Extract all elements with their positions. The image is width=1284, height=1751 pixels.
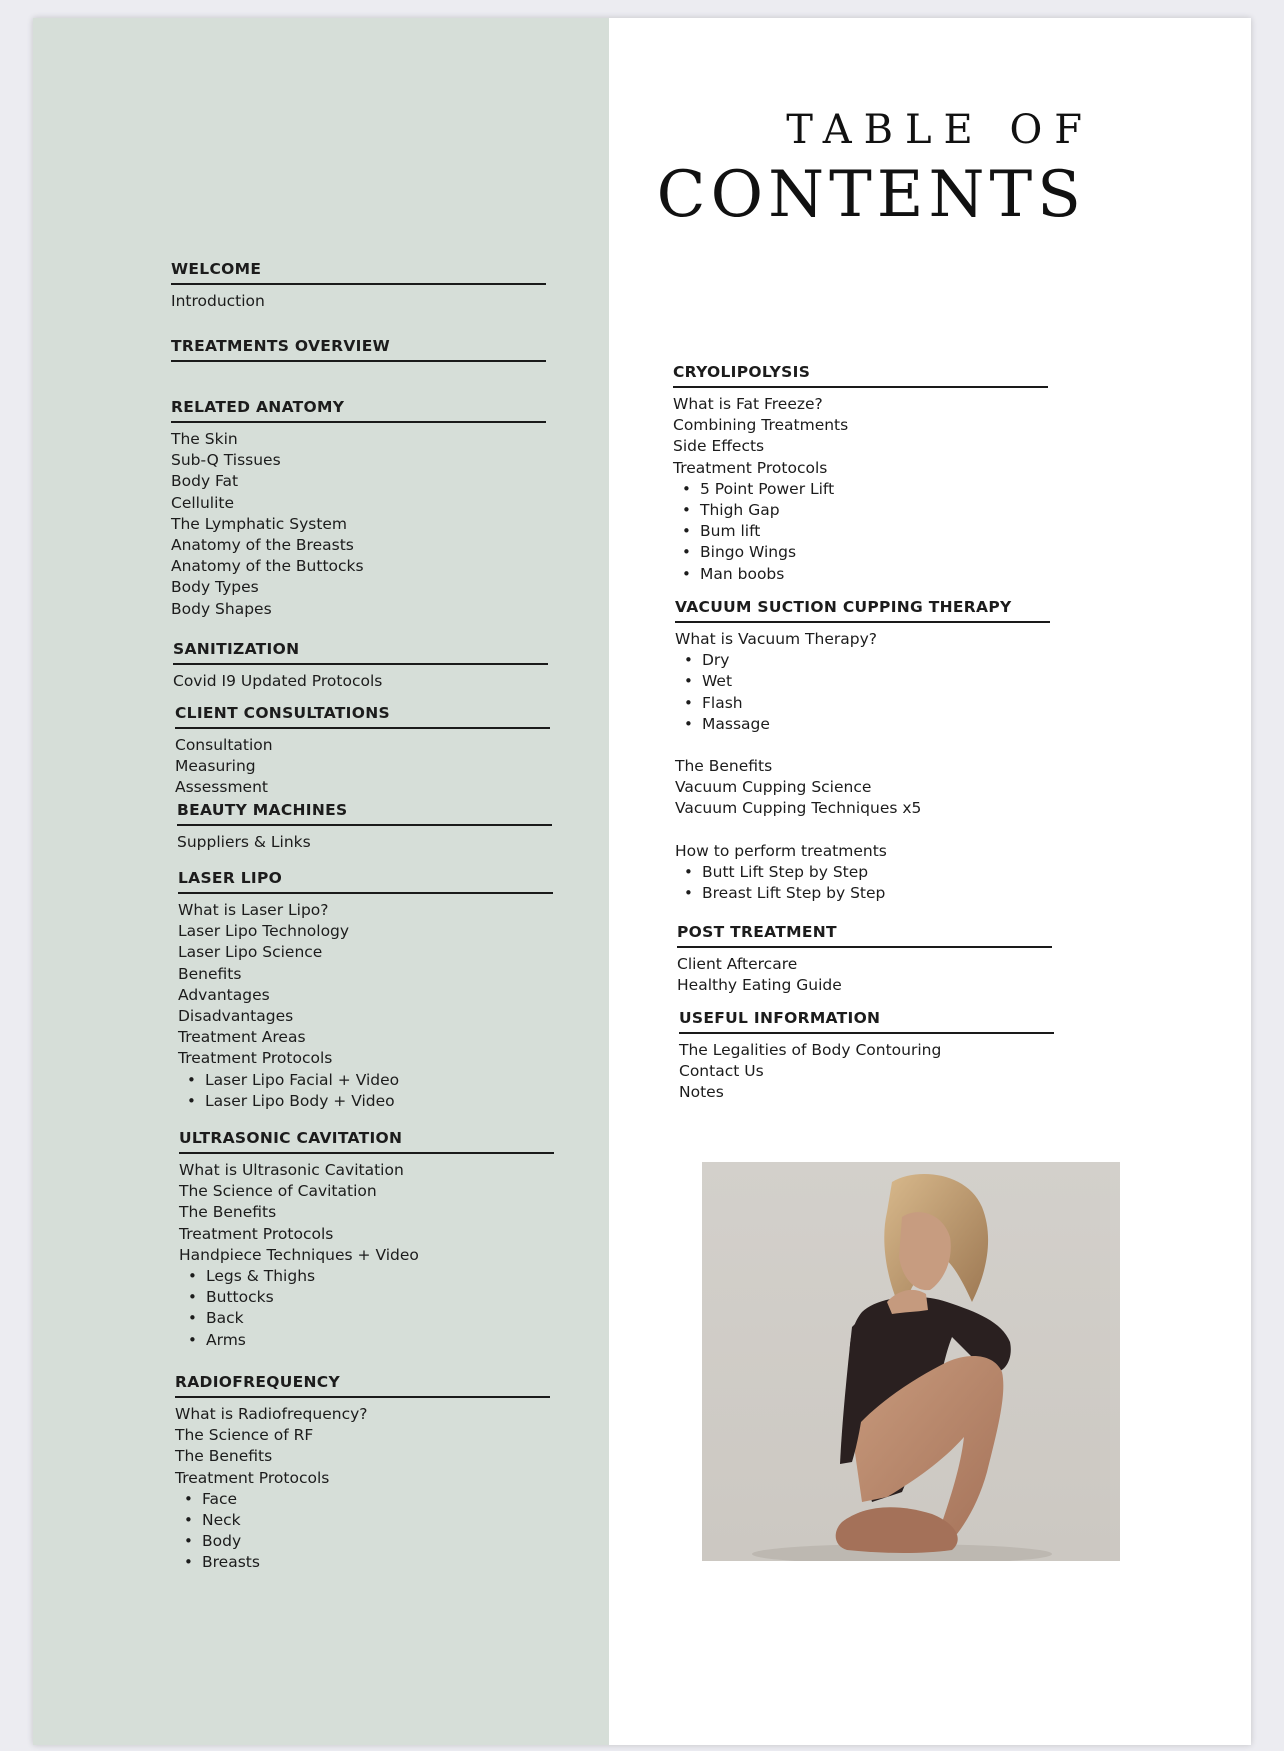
list-item: Client Aftercare <box>677 955 798 973</box>
list-item: Healthy Eating Guide <box>677 976 842 995</box>
photo-illustration <box>702 1162 1120 1561</box>
bullet-item: • Neck <box>175 1510 550 1531</box>
section-title: CRYOLIPOLYSIS <box>673 362 1048 388</box>
list-item: Combining Treatments <box>673 416 849 435</box>
list-item: Treatment Protocols <box>673 458 828 477</box>
list-item: Notes <box>679 1083 724 1102</box>
bullet-item: • Legs & Thighs <box>179 1266 554 1287</box>
bullet-item: • Face <box>175 1489 550 1510</box>
bullet-item: • Laser Lipo Facial + Video <box>178 1070 553 1091</box>
list-item: The Benefits <box>675 757 773 776</box>
section-title: TREATMENTS OVERVIEW <box>171 336 546 362</box>
document-page <box>33 18 1251 1745</box>
bullet-item: • Thigh Gap <box>673 500 1048 521</box>
bullet-item: • Buttocks <box>179 1287 554 1308</box>
list-item: Contact Us <box>679 1062 764 1081</box>
section-items <box>675 629 1050 904</box>
section-laser-lipo <box>178 868 553 1112</box>
list-item: What is Laser Lipo? <box>178 901 329 919</box>
bullet-item: • Dry <box>675 650 1050 671</box>
bullet-item: • Wet <box>675 671 1050 692</box>
list-item: Assessment <box>175 778 268 797</box>
bullet-item: • Bum lift <box>673 521 1048 542</box>
bullet-item: • Arms <box>179 1330 554 1351</box>
left-panel <box>33 18 609 1745</box>
list-item: Treatment Protocols <box>179 1224 334 1243</box>
bullet-item: • Body <box>175 1531 550 1552</box>
list-spacer <box>675 820 1050 841</box>
section-items <box>677 954 1052 996</box>
section-title: CLIENT CONSULTATIONS <box>175 703 550 729</box>
section-items <box>175 735 550 799</box>
list-item: Treatment Areas <box>178 1028 306 1047</box>
list-item: Body Shapes <box>171 599 272 618</box>
list-item: Advantages <box>178 985 270 1004</box>
list-item: What is Fat Freeze? <box>673 395 823 413</box>
list-item: The Skin <box>171 430 238 448</box>
section-items <box>679 1040 1054 1104</box>
heading-line-2: CONTENTS <box>656 158 1086 232</box>
list-item: The Benefits <box>175 1447 273 1466</box>
section-items <box>171 429 546 620</box>
bullet-item: • Man boobs <box>673 564 1048 585</box>
bullet-item: • 5 Point Power Lift <box>673 479 1048 500</box>
section-title: RADIOFREQUENCY <box>175 1372 550 1398</box>
section-items <box>177 832 552 853</box>
list-item: Covid I9 Updated Protocols <box>173 672 383 690</box>
list-item: The Science of Cavitation <box>179 1182 377 1201</box>
section-radiofrequency <box>175 1372 550 1574</box>
list-item: Vacuum Cupping Science <box>675 778 872 797</box>
bullet-item: • Flash <box>675 693 1050 714</box>
section-useful-information <box>679 1008 1054 1104</box>
list-item: What is Ultrasonic Cavitation <box>179 1161 404 1179</box>
list-item: Laser Lipo Technology <box>178 922 350 941</box>
list-item: How to perform treatments <box>675 841 887 860</box>
section-title: WELCOME <box>171 259 546 285</box>
bullet-item: • Back <box>179 1308 554 1329</box>
page-heading <box>656 106 1094 232</box>
section-title: ULTRASONIC CAVITATION <box>179 1128 554 1154</box>
list-item: The Science of RF <box>175 1426 314 1445</box>
bullet-item: • Breast Lift Step by Step <box>675 883 1050 904</box>
section-items <box>178 900 553 1112</box>
list-item: Introduction <box>171 292 265 310</box>
list-item: The Benefits <box>179 1203 277 1222</box>
list-item: Disadvantages <box>178 1007 294 1026</box>
section-title: RELATED ANATOMY <box>171 397 546 423</box>
list-item: The Lymphatic System <box>171 514 348 533</box>
list-spacer <box>675 735 1050 756</box>
list-item: Treatment Protocols <box>175 1468 330 1487</box>
section-title: SANITIZATION <box>173 639 548 665</box>
section-title: USEFUL INFORMATION <box>679 1008 1054 1034</box>
list-item: Suppliers & Links <box>177 833 311 851</box>
list-item: The Legalities of Body Contouring <box>679 1041 942 1059</box>
section-items <box>673 394 1048 585</box>
bullet-item: • Massage <box>675 714 1050 735</box>
section-post-treatment <box>677 922 1052 996</box>
list-item: Sub-Q Tissues <box>171 451 281 470</box>
section-items <box>175 1404 550 1574</box>
section-related-anatomy <box>171 397 546 620</box>
list-item: Anatomy of the Breasts <box>171 536 354 555</box>
section-title: LASER LIPO <box>178 868 553 894</box>
model-photo <box>702 1162 1120 1561</box>
bullet-item: • Laser Lipo Body + Video <box>178 1091 553 1112</box>
section-sanitization <box>173 639 548 692</box>
list-item: What is Radiofrequency? <box>175 1405 368 1423</box>
list-item: Body Fat <box>171 472 239 491</box>
list-item: Consultation <box>175 736 273 754</box>
section-beauty-machines <box>177 800 552 853</box>
list-item: Laser Lipo Science <box>178 943 323 962</box>
section-title: BEAUTY MACHINES <box>177 800 552 826</box>
section-cryolipolysis <box>673 362 1048 585</box>
section-client-consultations <box>175 703 550 799</box>
list-item: Side Effects <box>673 437 765 456</box>
list-item: Benefits <box>178 964 242 983</box>
bullet-item: • Butt Lift Step by Step <box>675 862 1050 883</box>
list-item: Treatment Protocols <box>178 1049 333 1068</box>
bullet-item: • Bingo Wings <box>673 542 1048 563</box>
list-item: What is Vacuum Therapy? <box>675 630 877 648</box>
section-vacuum-suction-cupping-therapy <box>675 597 1050 904</box>
list-item: Cellulite <box>171 493 235 512</box>
bullet-item: • Breasts <box>175 1552 550 1573</box>
list-item: Handpiece Techniques + Video <box>179 1245 419 1264</box>
section-ultrasonic-cavitation <box>179 1128 554 1351</box>
section-title: POST TREATMENT <box>677 922 1052 948</box>
section-items <box>171 291 546 312</box>
section-items <box>179 1160 554 1351</box>
section-items <box>173 671 548 692</box>
section-welcome <box>171 259 546 312</box>
section-treatments-overview <box>171 336 546 362</box>
section-title: VACUUM SUCTION CUPPING THERAPY <box>675 597 1050 623</box>
list-item: Body Types <box>171 578 259 597</box>
list-item: Vacuum Cupping Techniques x5 <box>675 799 922 818</box>
list-item: Measuring <box>175 757 256 776</box>
list-item: Anatomy of the Buttocks <box>171 557 364 576</box>
heading-line-1: TABLE OF <box>786 107 1094 153</box>
